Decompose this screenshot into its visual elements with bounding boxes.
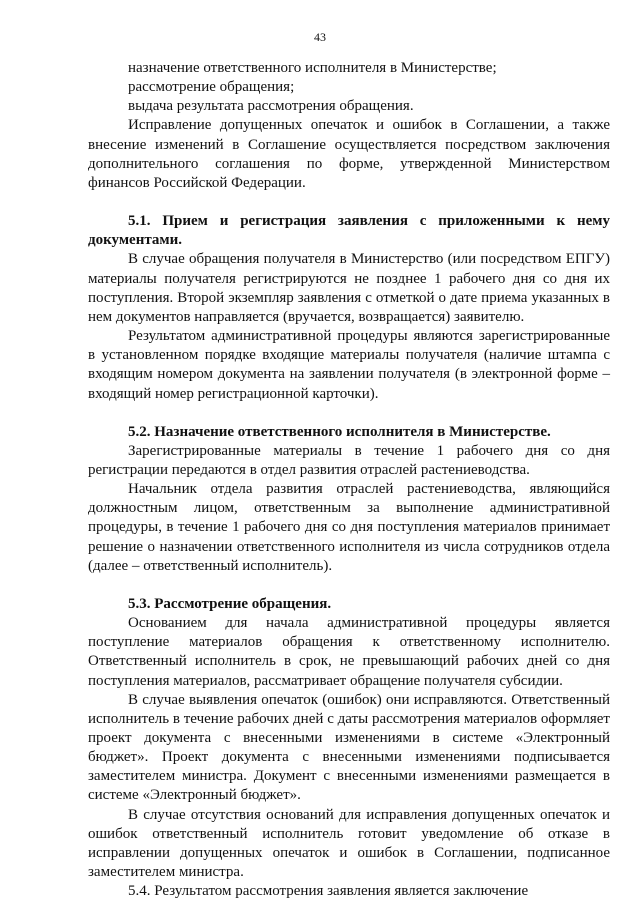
paragraph-no-grounds: В случае отсутствия оснований для исправления допущенных опечаток и ошибок ответственный исполнитель готовит уведомление об отказе в исправлении допущенных опечаток и ошибок в Соглашении, подписанное заместителем министра. [88, 806, 610, 881]
paragraph-transfer: Зарегистрированные материалы в течение 1 рабочего дня со дня регистрации передаются в отдел развития отраслей растениеводства. [88, 442, 610, 478]
heading-5-2: 5.2. Назначение ответственного исполнителя в Министерстве. [128, 423, 551, 440]
list-item-consideration: рассмотрение обращения; [128, 79, 295, 96]
paragraph-corrections: Исправление допущенных опечаток и ошибок в Соглашении, а также внесение изменений в Соглашение осуществляется посредством заключения дополнительного соглашения по форме, утвержденной Министерством финансов Российской Федерации. [88, 117, 610, 191]
paragraph-registration-result: Результатом административной процедуры являются зарегистрированные в установленном порядке входящие материалы получателя (наличие штампа с входящим номером документа на заявлении получателя (в электронной форме – входящий номер регистрационной карточки). [88, 328, 610, 402]
section-gap [88, 193, 610, 212]
paragraph-errors-found: В случае выявления опечаток (ошибок) они исправляются. Ответственный исполнитель в течение рабочих дней с даты рассмотрения материалов оформляет проект документа с внесенными изменениями в системе «Электронный бюджет». Проект документа с внесенными изменениями подписывается заместителем министра. Документ с внесенными изменениями размещается в системе «Электронный бюджет». [88, 691, 610, 804]
heading-5-1: 5.1. Прием и регистрация заявления с приложенными к нему документами. [88, 213, 610, 249]
paragraph-head-decision: Начальник отдела развития отраслей растениеводства, являющийся должностным лицом, ответственным за выполнение административной процедуры, в течение 1 рабочего дня со дня поступления материалов принимает решение о назначении ответственного исполнителя из числа сотрудников отдела (далее – ответственный исполнитель). [88, 481, 610, 574]
document-body [88, 59, 610, 901]
section-gap [88, 404, 610, 423]
paragraph-registration: В случае обращения получателя в Министерство (или посредством ЕПГУ) материалы получателя регистрируются не позднее 1 рабочего дня со дня их поступления. Второй экземпляр заявления с отметкой о дате приема указанных в нем документов направляется (вручается, возвращается) заявителю. [88, 251, 610, 325]
list-item-appointment: назначение ответственного исполнителя в Министерстве; [128, 60, 497, 76]
paragraph-5-4: 5.4. Результатом рассмотрения заявления является заключение [128, 883, 529, 900]
list-item-result: выдача результата рассмотрения обращения. [128, 98, 414, 115]
heading-5-3: 5.3. Рассмотрение обращения. [128, 595, 332, 612]
page-number: 43 [314, 30, 326, 44]
paragraph-basis: Основанием для начала административной процедуры является поступление материалов обращения к ответственному исполнителю. Ответственный исполнитель в срок, не превышающий рабочих дней со дня поступления материалов, рассматривает обращение получателя субсидии. [88, 615, 610, 689]
section-gap [88, 576, 610, 595]
